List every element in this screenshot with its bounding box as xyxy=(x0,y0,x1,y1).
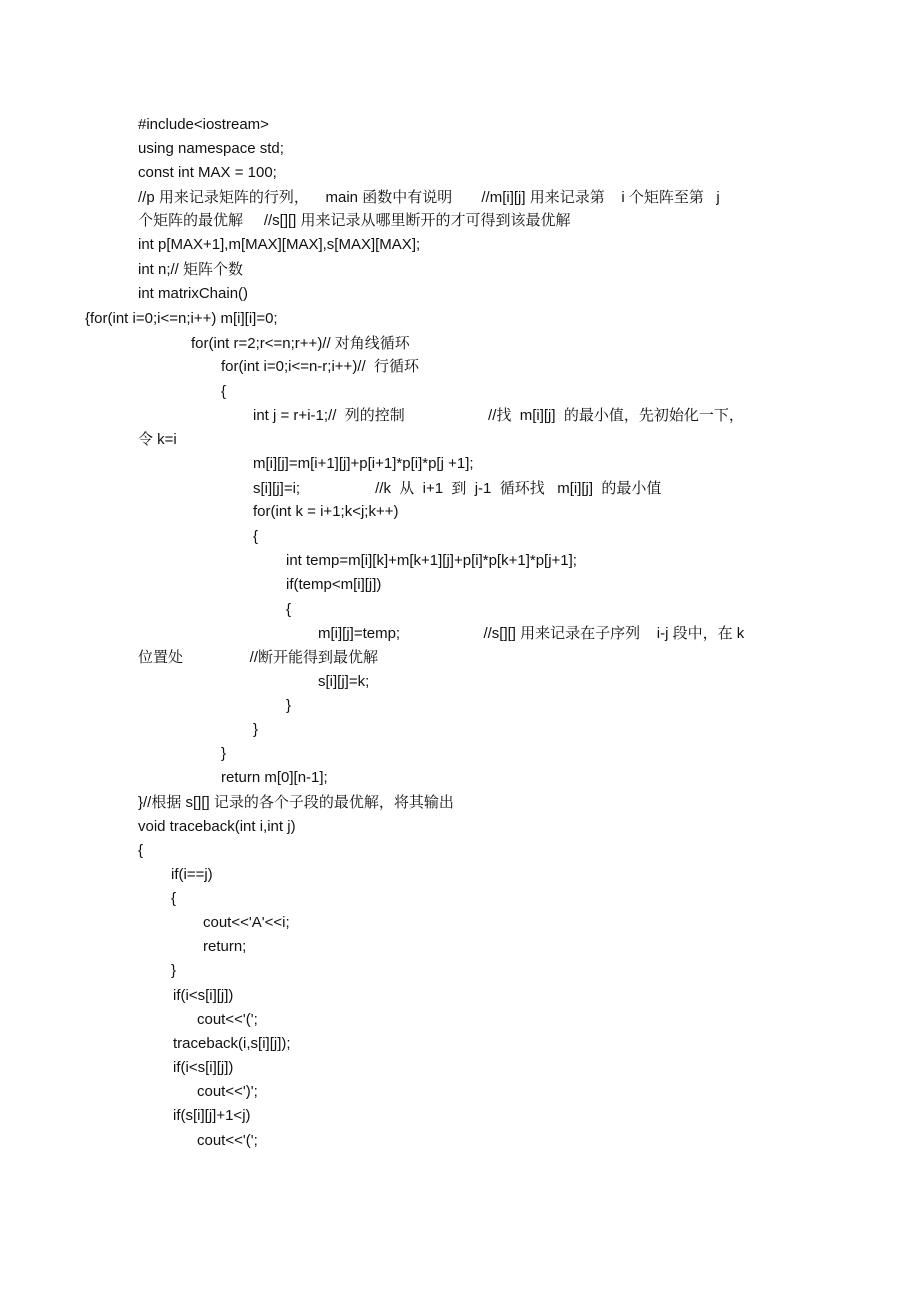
code-line: if(i<s[i][j]) xyxy=(173,987,234,1004)
code-line: return; xyxy=(203,938,247,955)
code-line: { xyxy=(171,890,177,907)
code-line: } xyxy=(253,721,259,738)
code-line: void traceback(int i,int j) xyxy=(138,818,296,835)
code-line: for(int i=0;i<=n-r;i++)// 行循环 xyxy=(221,358,419,375)
code-line: } xyxy=(171,962,177,979)
code-line: cout<<'A'<<i; xyxy=(203,914,290,931)
code-line: { xyxy=(138,842,144,859)
code-line: s[i][j]=k; xyxy=(318,673,370,690)
code-line: #include<iostream> xyxy=(138,116,269,133)
code-line: { xyxy=(253,528,259,545)
code-line: int matrixChain() xyxy=(138,285,249,302)
code-line: { xyxy=(286,601,292,618)
comment-line: 个矩阵的最优解 //s[][] 用来记录从哪里断开的才可得到该最优解 xyxy=(138,212,571,229)
code-line: m[i][j]=temp; //s[][] 用来记录在子序列 i-j 段中，在 k xyxy=(318,625,745,642)
code-line: {for(int i=0;i<=n;i++) m[i][i]=0; xyxy=(85,310,278,327)
comment-line: 令 k=i xyxy=(138,431,177,448)
code-line: cout<<'('; xyxy=(197,1132,258,1149)
code-line: if(i==j) xyxy=(171,866,213,883)
code-line: int p[MAX+1],m[MAX][MAX],s[MAX][MAX]; xyxy=(138,236,421,253)
code-line: if(s[i][j]+1<j) xyxy=(173,1107,251,1124)
code-line: return m[0][n-1]; xyxy=(221,769,328,786)
code-line: for(int r=2;r<=n;r++)// 对角线循环 xyxy=(191,335,410,352)
code-line: cout<<'('; xyxy=(197,1011,258,1028)
code-line: } xyxy=(221,745,227,762)
code-line: m[i][j]=m[i+1][j]+p[i+1]*p[i]*p[j +1]; xyxy=(253,455,474,472)
code-line: int j = r+i-1;// 列的控制 //找 m[i][j] 的最小值，先初始化一下， xyxy=(253,407,744,424)
code-line: int n;// 矩阵个数 xyxy=(138,261,244,278)
code-line: for(int k = i+1;k<j;k++) xyxy=(253,503,399,520)
code-line: int temp=m[i][k]+m[k+1][j]+p[i]*p[k+1]*p[j+1]; xyxy=(286,552,577,569)
code-line: if(temp<m[i][j]) xyxy=(286,576,382,593)
comment-line: //p 用来记录矩阵的行列， main 函数中有说明 //m[i][j] 用来记录第 i 个矩阵至第 j xyxy=(138,189,720,206)
code-line: const int MAX = 100; xyxy=(138,164,277,181)
code-line: using namespace std; xyxy=(138,140,284,157)
code-line: if(i<s[i][j]) xyxy=(173,1059,234,1076)
code-line: }//根据 s[][] 记录的各个子段的最优解，将其输出 xyxy=(138,794,454,811)
code-line: traceback(i,s[i][j]); xyxy=(173,1035,291,1052)
code-line: cout<<')'; xyxy=(197,1083,258,1100)
code-line: s[i][j]=i; //k 从 i+1 到 j-1 循环找 m[i][j] 的最小值 xyxy=(253,480,662,497)
comment-line: 位置处 //断开能得到最优解 xyxy=(138,649,379,666)
code-line: } xyxy=(286,697,292,714)
code-line: { xyxy=(221,383,227,400)
